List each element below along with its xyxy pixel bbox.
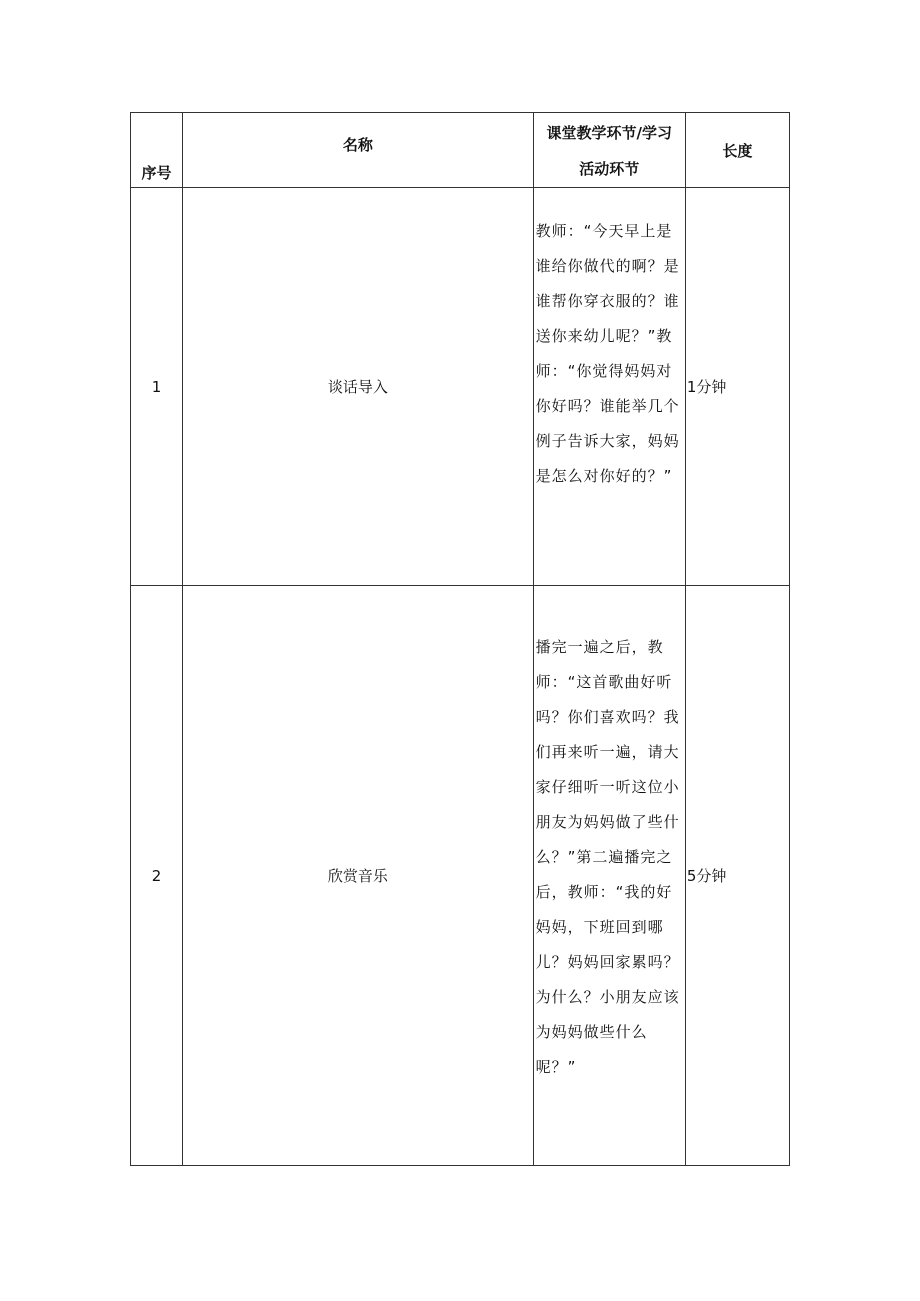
header-activity	[533, 113, 685, 188]
row-length: 1分钟	[685, 188, 789, 586]
row-number: 1	[131, 188, 183, 586]
header-row	[131, 113, 790, 188]
header-length: 长度	[685, 113, 789, 188]
header-activity-line1: 课堂教学环节/学习	[546, 124, 672, 142]
row-length: 5分钟	[685, 586, 789, 1166]
lesson-plan-table	[130, 112, 790, 1166]
table-row	[131, 586, 790, 1166]
row-number: 2	[131, 586, 183, 1166]
row-activity: 播完一遍之后，教师：“这首歌曲好听吗？你们喜欢吗？我们再来听一遍，请大家仔细听一听这位小朋友为妈妈做了些什么？”第二遍播完之后，教师：“我的好妈妈，下班回到哪儿？妈妈回家累吗？为什么？小朋友应该为妈妈做些什么呢？”	[533, 586, 685, 1166]
row-name: 欣赏音乐	[183, 586, 534, 1166]
header-activity-line2: 活动环节	[579, 160, 640, 178]
row-activity: 教师：“今天早上是谁给你做代的啊？是谁帮你穿衣服的？谁送你来幼儿呢？”教师：“你觉得妈妈对你好吗？谁能举几个例子告诉大家，妈妈是怎么对你好的？”	[533, 188, 685, 586]
header-name: 名称	[183, 113, 534, 188]
table-row	[131, 188, 790, 586]
row-name: 谈话导入	[183, 188, 534, 586]
header-number: 序号	[131, 113, 183, 188]
